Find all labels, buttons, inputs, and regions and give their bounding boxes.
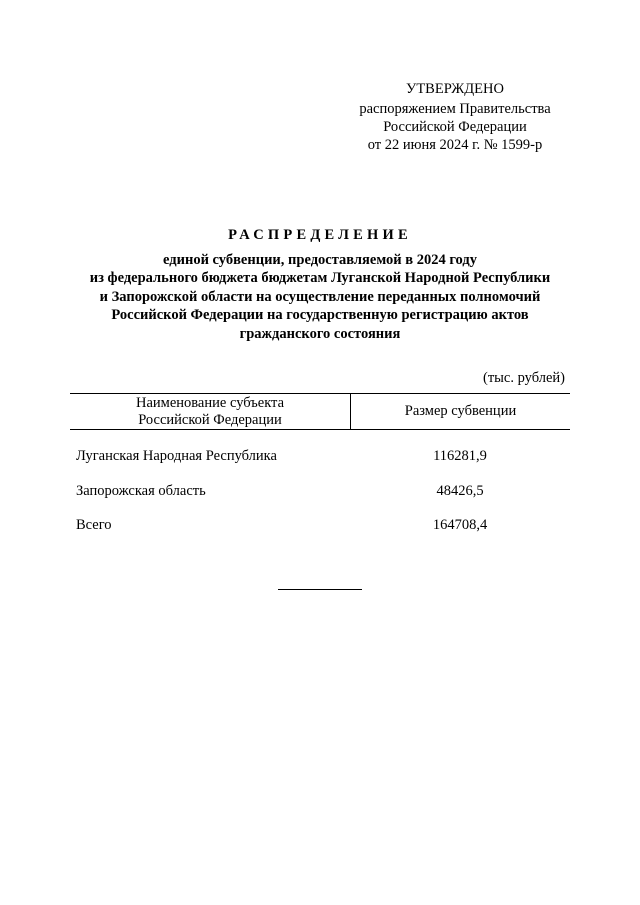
- header-subject-line-2: Российской Федерации: [138, 411, 282, 428]
- subtitle-line-1: единой субвенции, предоставляемой в 2024 году: [163, 251, 477, 268]
- approval-line-1: распоряжением Правительства: [359, 101, 551, 117]
- end-divider: [278, 589, 362, 590]
- subtitle-line-5: гражданского состояния: [239, 325, 401, 342]
- subtitle-line-3: и Запорожской области на осуществление переданных полномочий: [99, 288, 541, 305]
- approval-stamp: УТВЕРЖДЕНО: [406, 81, 504, 97]
- header-amount-label: Размер субвенции: [404, 403, 517, 420]
- table-row: [76, 446, 570, 466]
- document-heading: РАСПРЕДЕЛЕНИЕ: [228, 227, 412, 243]
- row-total-value: 164708,4: [432, 517, 488, 533]
- row-total-label: Всего: [76, 517, 112, 533]
- header-amount: [351, 394, 570, 429]
- header-subject-line-1: Наименование субъекта: [135, 395, 285, 411]
- table-header: [70, 393, 570, 430]
- approval-line-2: Российской Федерации: [383, 119, 527, 135]
- row-subvention-value: 48426,5: [436, 483, 484, 499]
- units-note: (тыс. рублей): [483, 370, 565, 386]
- table-row: [76, 481, 570, 501]
- table-row-total: [76, 515, 570, 535]
- subtitle-line-2: из федерального бюджета бюджетам Луганской Народной Республики: [89, 270, 551, 286]
- approval-line-3: от 22 июня 2024 г. № 1599-р: [367, 137, 543, 153]
- subtitle-line-4: Российской Федерации на государственную регистрацию актов: [111, 307, 529, 323]
- row-subvention-value: 116281,9: [433, 448, 487, 464]
- row-subject-name: Луганская Народная Республика: [76, 448, 277, 464]
- document-title: [40, 226, 600, 343]
- approval-block: [330, 80, 580, 154]
- row-subject-name: Запорожская область: [76, 483, 206, 499]
- header-subject: [70, 394, 351, 429]
